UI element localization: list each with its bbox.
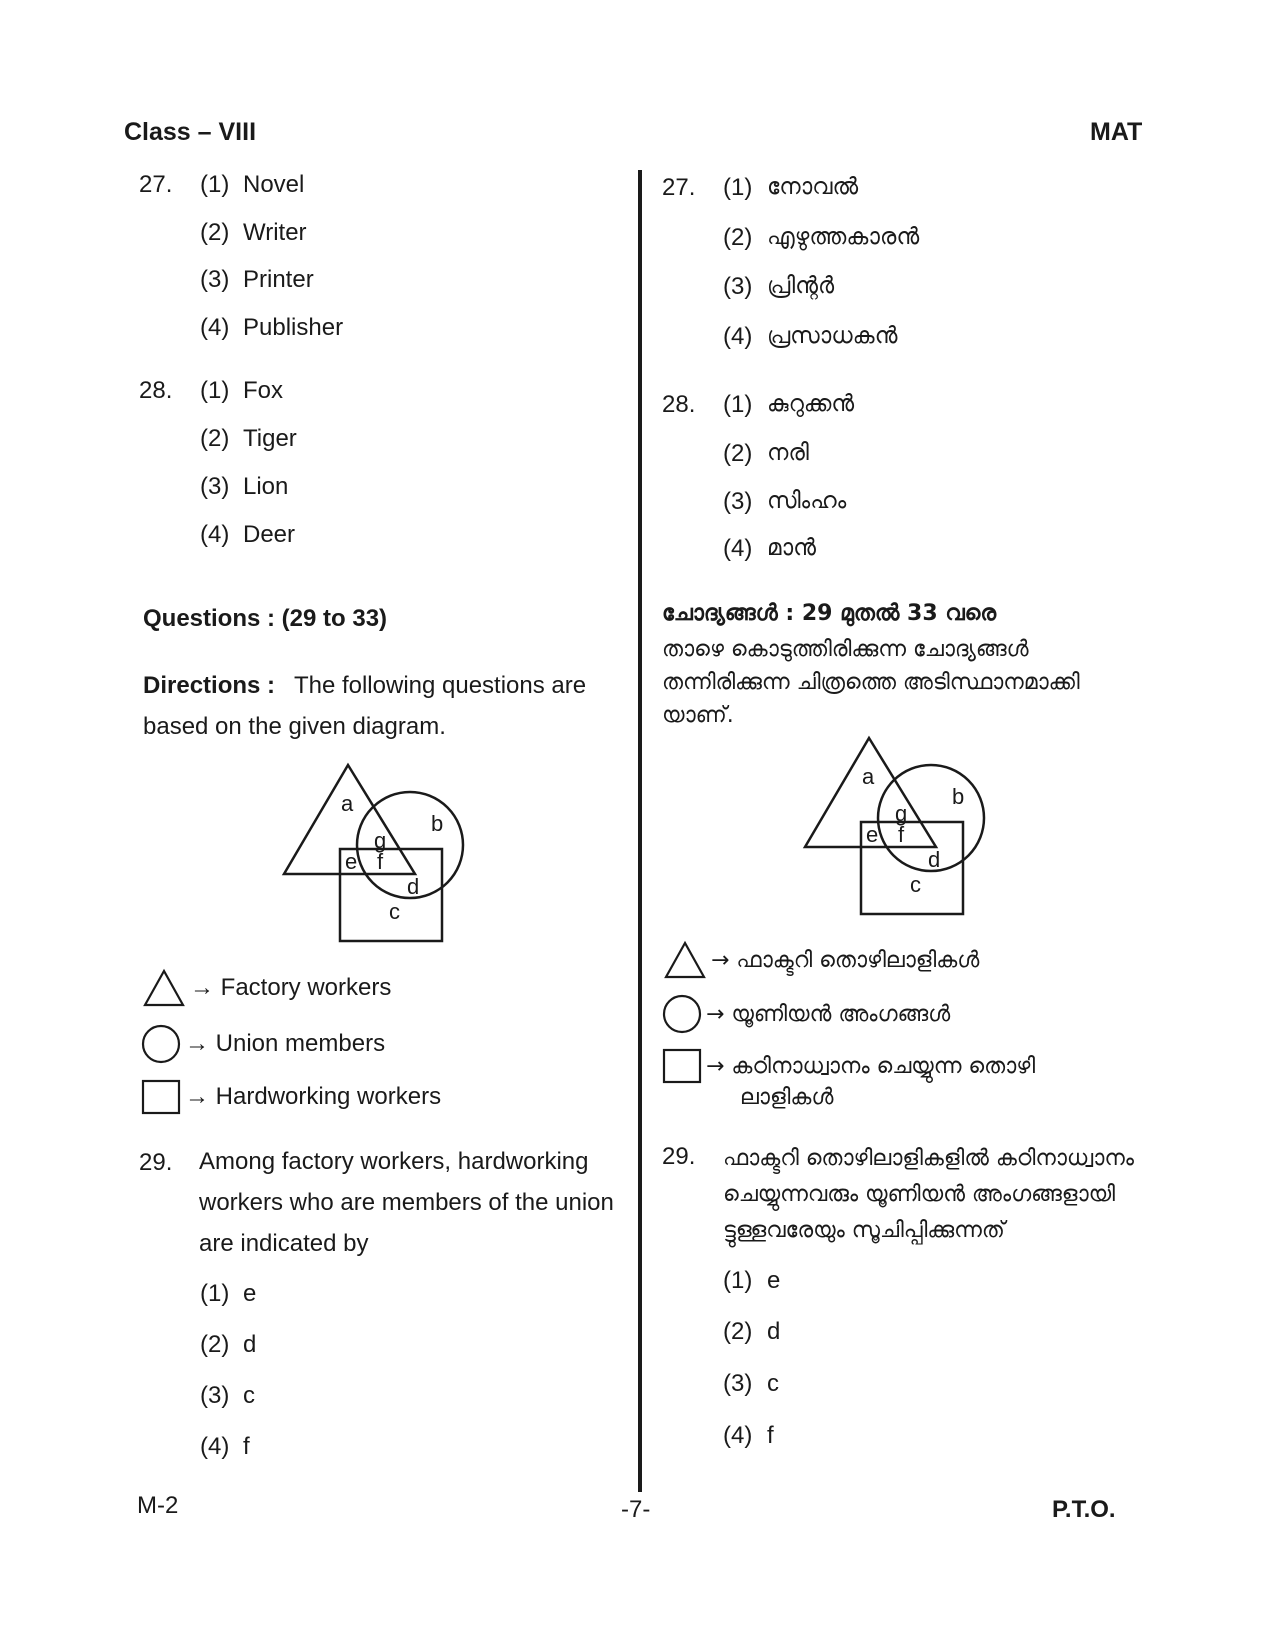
option-number: (2) [200, 425, 230, 452]
option-number: (1) [723, 1267, 753, 1294]
option-text: Publisher [243, 314, 344, 341]
legend-triangle [142, 968, 391, 1008]
question-number: 27. [662, 174, 696, 201]
option-text: നരി [767, 440, 809, 466]
question-line: ചെയ്യുന്നവരും യൂണിയൻ അംഗങ്ങളായി [723, 1182, 1115, 1207]
option-number: (3) [723, 273, 753, 300]
legend-square [141, 1079, 441, 1115]
subject-label: MAT [1090, 118, 1143, 146]
triangle-icon [663, 940, 707, 980]
option-number: (2) [200, 1331, 230, 1358]
option-text: പ്രിന്റർ [767, 273, 835, 299]
directions-line: താഴെ കൊടുത്തിരിക്കുന്ന ചോദ്യങ്ങൾ [662, 637, 1029, 662]
region-label-e: e [345, 849, 358, 874]
option-text: f [243, 1433, 250, 1460]
region-label-d: d [407, 874, 420, 899]
legend-circle [662, 994, 950, 1034]
option-text: d [767, 1318, 781, 1345]
option-number: (1) [200, 377, 230, 404]
option-text: സിംഹം [767, 488, 847, 514]
option-number: (2) [200, 219, 230, 246]
section-title: Questions : (29 to 33) [143, 605, 388, 632]
option-text: c [243, 1382, 255, 1409]
region-label-g: g [374, 828, 387, 853]
directions-line: യാണ്. [662, 703, 734, 728]
option-number: (3) [200, 266, 230, 293]
legend-text-continued: ലാളികൾ [740, 1085, 834, 1110]
option-text: Printer [243, 266, 314, 293]
legend-text: → Hardworking workers [185, 1083, 442, 1110]
option-number: (2) [723, 224, 753, 251]
region-label-c: c [910, 872, 921, 897]
question-number: 27. [139, 171, 173, 198]
region-label-a: a [862, 764, 875, 789]
option-text: Writer [243, 219, 307, 246]
venn-diagram [280, 762, 480, 952]
option-number: (1) [723, 174, 753, 201]
question-number: 29. [139, 1149, 173, 1176]
column-divider [638, 170, 642, 1492]
region-label-f: f [377, 849, 384, 874]
directions-text: The following questions are [293, 672, 587, 699]
legend-text: → Factory workers [190, 974, 392, 1001]
option-text: Fox [243, 377, 284, 404]
directions-text [662, 633, 1080, 732]
question-line: are indicated by [199, 1230, 369, 1257]
option-text: e [243, 1280, 257, 1307]
legend-square [662, 1048, 1035, 1084]
question-text [723, 1141, 1134, 1249]
legend-text: → കഠിനാധ്വാനം ചെയ്യുന്ന തൊഴി [706, 1053, 1036, 1079]
option-number: (2) [723, 1318, 753, 1345]
option-number: (3) [200, 473, 230, 500]
region-label-d: d [928, 847, 941, 872]
legend-text: → ഫാക്ടറി തൊഴിലാളികൾ [711, 947, 980, 973]
option-number: (1) [723, 391, 753, 418]
question-line: workers who are members of the union [199, 1189, 614, 1216]
option-number: (4) [200, 521, 230, 548]
option-number: (4) [723, 1422, 753, 1449]
region-label-e: e [866, 822, 879, 847]
region-label-c: c [389, 899, 400, 924]
option-text: നോവൽ [767, 174, 859, 200]
option-text: പ്രസാധകൻ [767, 323, 898, 349]
option-text: Lion [243, 473, 289, 500]
option-number: (3) [723, 488, 753, 515]
footer-page-number: -7- [621, 1496, 651, 1523]
option-text: c [767, 1370, 779, 1397]
option-number: (1) [200, 1280, 230, 1307]
option-text: എഴുത്തകാരൻ [767, 224, 920, 250]
option-number: (3) [723, 1370, 753, 1397]
footer-code: M-2 [137, 1492, 179, 1519]
square-icon [662, 1048, 702, 1084]
region-label-g: g [895, 801, 908, 826]
option-text: d [243, 1331, 257, 1358]
option-number: (4) [200, 314, 230, 341]
option-text: Deer [243, 521, 296, 548]
legend-text: → Union members [185, 1030, 386, 1057]
option-text: Tiger [243, 425, 297, 452]
region-label-b: b [952, 784, 965, 809]
option-text: e [767, 1267, 781, 1294]
square-icon [141, 1079, 181, 1115]
directions-line-1 [143, 672, 586, 700]
option-number: (4) [723, 535, 753, 562]
option-text: കുറുക്കൻ [767, 391, 855, 417]
circle-icon [141, 1024, 181, 1064]
legend-text: → യൂണിയൻ അംഗങ്ങൾ [706, 1001, 951, 1027]
directions-line: തന്നിരിക്കുന്ന ചിത്രത്തെ അടിസ്ഥാനമാക്കി [662, 670, 1080, 695]
option-number: (1) [200, 171, 230, 198]
question-number: 29. [662, 1143, 696, 1170]
question-line: ഫാക്ടറി തൊഴിലാളികളിൽ കഠിനാധ്വാനം [723, 1146, 1134, 1171]
region-label-f: f [898, 822, 905, 847]
option-number: (3) [200, 1382, 230, 1409]
region-label-b: b [431, 811, 444, 836]
question-line: Among factory workers, hardworking [199, 1148, 589, 1175]
directions-line-2: based on the given diagram. [143, 713, 446, 740]
circle-icon [662, 994, 702, 1034]
question-number: 28. [139, 377, 173, 404]
question-text [199, 1141, 614, 1264]
option-number: (4) [200, 1433, 230, 1460]
question-line: ട്ടുള്ളവരേയും സൂചിപ്പിക്കുന്നത് [723, 1218, 1005, 1243]
triangle-icon [142, 968, 186, 1008]
directions-label: Directions : [143, 672, 276, 699]
footer-pto: P.T.O. [1052, 1496, 1116, 1523]
option-text: Novel [243, 171, 305, 198]
option-number: (2) [723, 440, 753, 467]
legend-circle [141, 1024, 385, 1064]
region-label-a: a [341, 791, 354, 816]
option-number: (4) [723, 323, 753, 350]
question-number: 28. [662, 391, 696, 418]
section-title: ചോദ്യങ്ങൾ : 29 മുതൽ 33 വരെ [662, 601, 997, 626]
option-text: മാൻ [767, 535, 816, 561]
class-label: Class – VIII [124, 118, 257, 146]
legend-triangle [663, 940, 979, 980]
option-text: f [767, 1422, 774, 1449]
venn-diagram [801, 735, 1001, 925]
